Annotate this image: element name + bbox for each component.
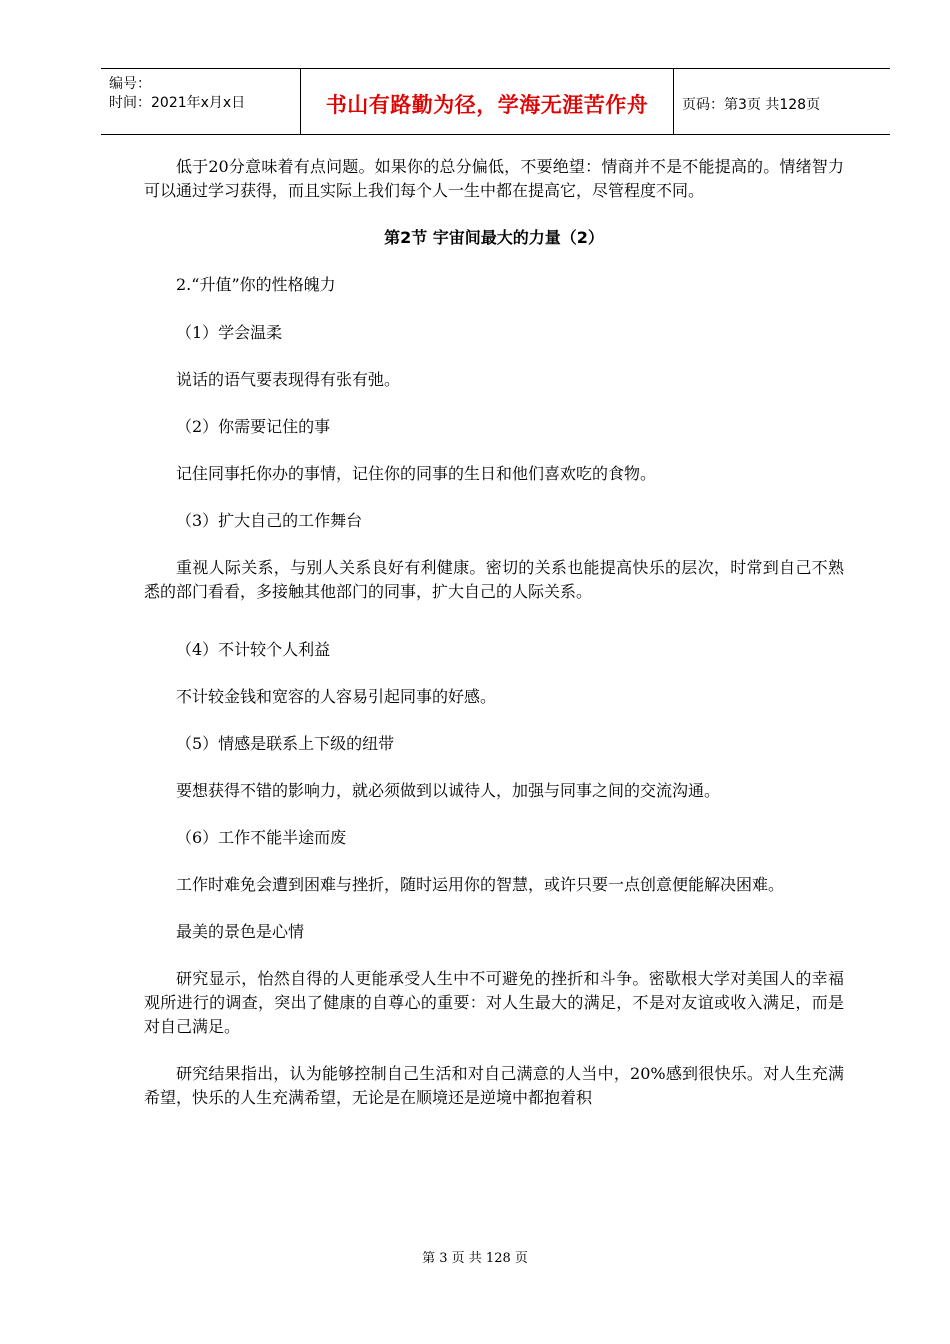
subsection-title: 最美的景色是心情 bbox=[176, 922, 305, 941]
number-label: 编号： bbox=[109, 76, 151, 92]
motto-cell bbox=[301, 69, 674, 134]
sub-text-2: 记住同事托你办的事情，记住你的同事的生日和他们喜欢吃的食物。 bbox=[176, 464, 657, 483]
sub-text-3: 重视人际关系，与别人关系良好有利健康。密切的关系也能提高快乐的层次，时常到自己不熟悉的部门看看，多接触其他部门的同事，扩大自己的人际关系。 bbox=[144, 558, 844, 601]
header-table bbox=[101, 68, 890, 135]
sub-heading-6: （6）工作不能半途而废 bbox=[176, 828, 347, 847]
paragraph-research-2: 研究结果指出，认为能够控制自己生活和对自己满意的人当中，20%感到很快乐。对人生充满希望，快乐的人生充满希望，无论是在顺境还是逆境中都抱着积 bbox=[144, 1064, 844, 1107]
sub-text-1: 说话的语气要表现得有张有弛。 bbox=[176, 370, 401, 389]
sub-heading-5: （5）情感是联系上下级的纽带 bbox=[176, 734, 395, 753]
sub-heading-3: （3）扩大自己的工作舞台 bbox=[176, 511, 363, 530]
motto-text: 书山有路勤为径，学海无涯苦作舟 bbox=[325, 92, 649, 117]
section-heading: 第2节 宇宙间最大的力量（2） bbox=[384, 228, 604, 247]
paragraph-intro: 低于20分意味着有点问题。如果你的总分偏低，不要绝望：情商并不是不能提高的。情绪智力可以通过学习获得，而且实际上我们每个人一生中都在提高它，尽管程度不同。 bbox=[144, 157, 844, 200]
header-meta-cell bbox=[101, 69, 301, 134]
document-body bbox=[144, 155, 844, 1110]
sub-text-4: 不计较金钱和宽容的人容易引起同事的好感。 bbox=[176, 687, 497, 706]
time-label: 时间：2021年x月x日 bbox=[109, 95, 246, 111]
page-info-cell bbox=[674, 69, 890, 134]
item-heading: 2.“升值”你的性格魄力 bbox=[176, 275, 336, 294]
sub-heading-2: （2）你需要记住的事 bbox=[176, 417, 331, 436]
sub-heading-1: （1）学会温柔 bbox=[176, 323, 283, 342]
sub-text-5: 要想获得不错的影响力，就必须做到以诚待人，加强与同事之间的交流沟通。 bbox=[176, 781, 721, 800]
sub-heading-4: （4）不计较个人利益 bbox=[176, 640, 331, 659]
footer-page-number: 第 3 页 共 128 页 bbox=[422, 1251, 528, 1266]
page-info: 页码：第3页 共128页 bbox=[682, 96, 821, 113]
page-footer bbox=[0, 1247, 950, 1266]
paragraph-research-1: 研究显示，怡然自得的人更能承受人生中不可避免的挫折和斗争。密歇根大学对美国人的幸福观所进行的调查，突出了健康的自尊心的重要：对人生最大的满足，不是对友谊或收入满足，而是对自己满足。 bbox=[144, 969, 844, 1036]
sub-text-6: 工作时难免会遭到困难与挫折，随时运用你的智慧，或许只要一点创意便能解决困难。 bbox=[176, 875, 785, 894]
